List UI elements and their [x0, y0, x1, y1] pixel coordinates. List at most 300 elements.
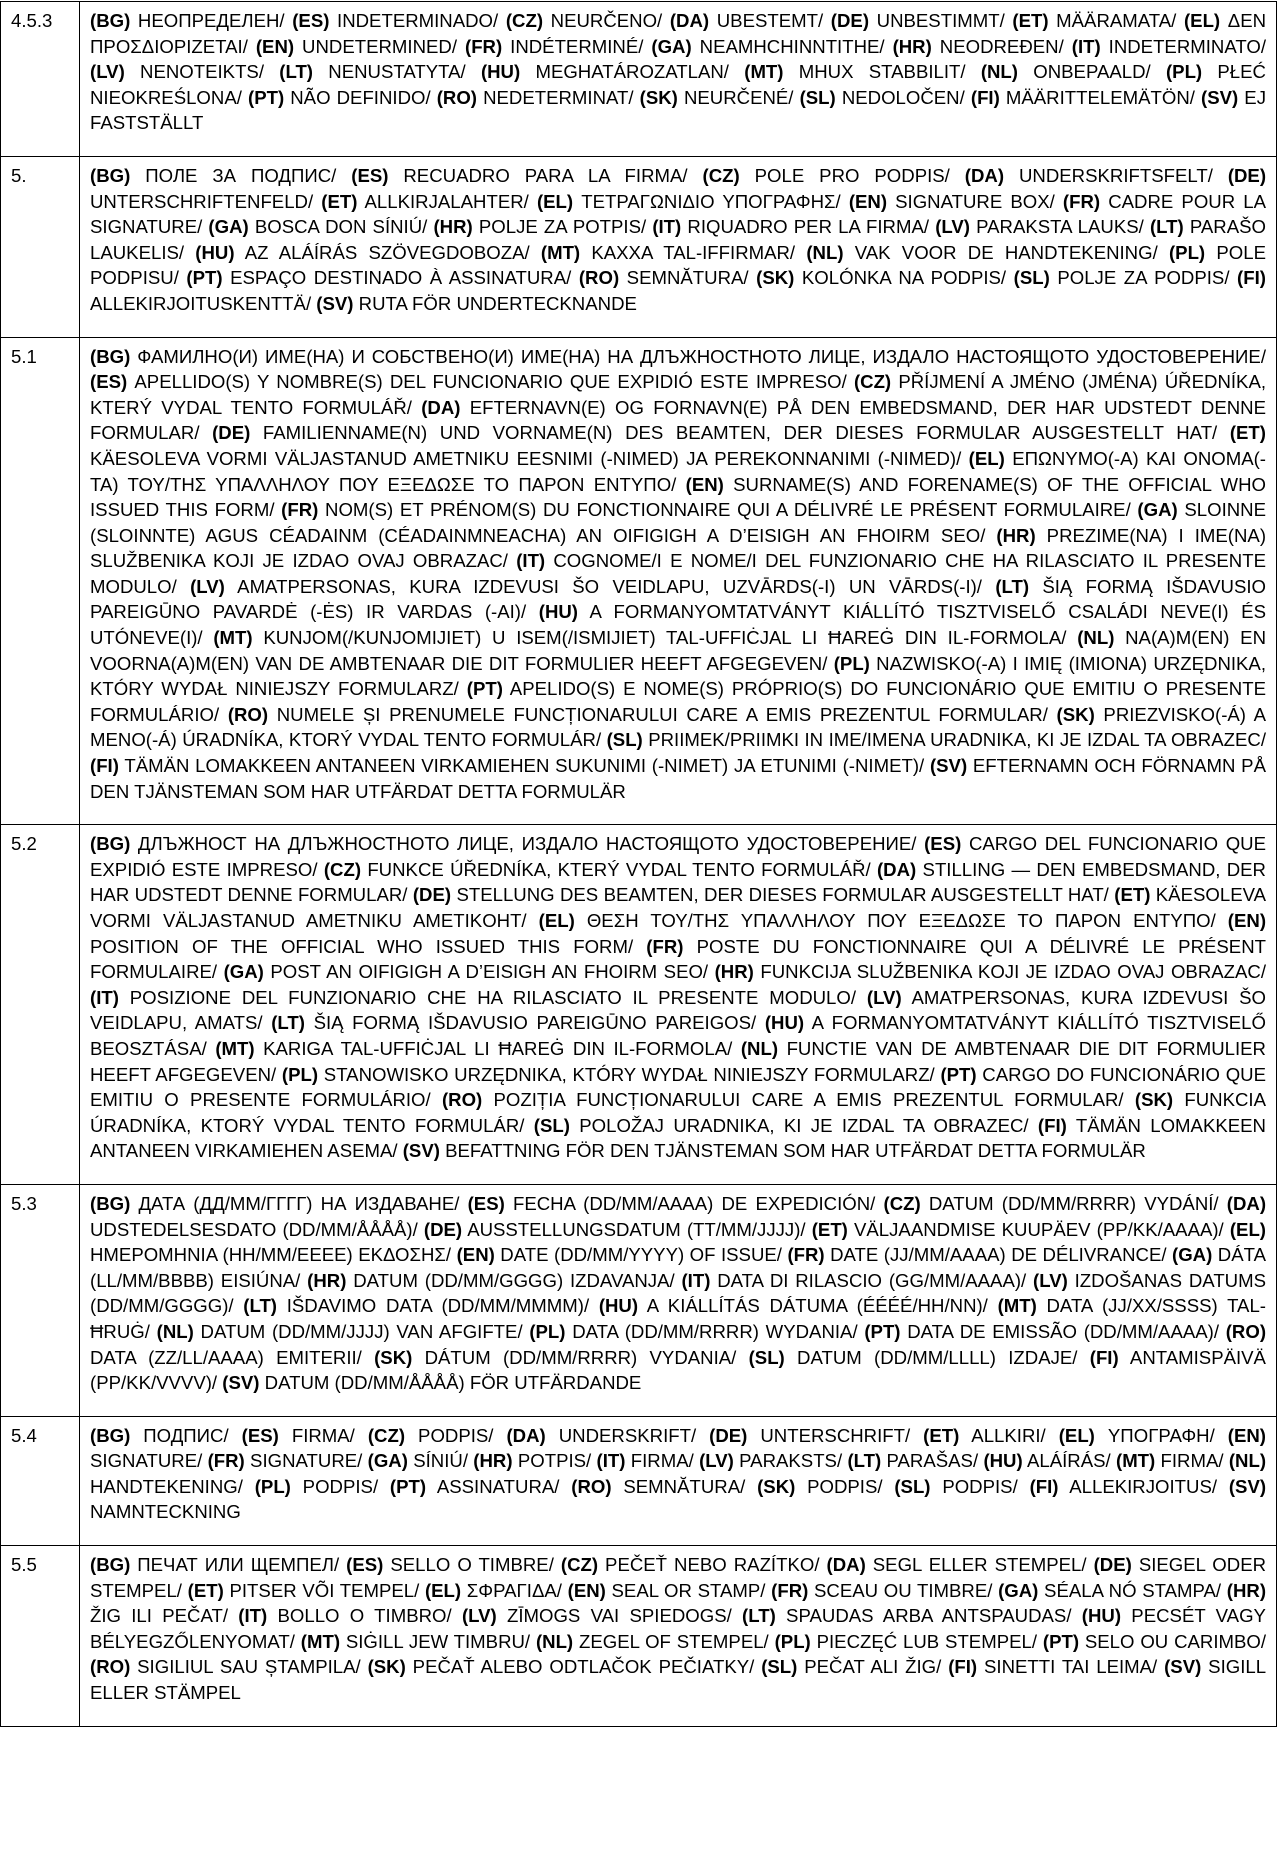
language-code: (GA): [1137, 499, 1178, 521]
language-code: (BG): [90, 1424, 131, 1446]
translation-text: SIEGEL ODER STEMPEL/: [90, 1554, 1267, 1601]
translation-text: DATA (JJ/XX/SSSS) TAL-ĦRUĠ/: [90, 1295, 1266, 1342]
language-code: (SV): [402, 1140, 440, 1162]
language-code: (MT): [1116, 1450, 1156, 1472]
translation-entry: [529, 1321, 857, 1342]
translation-text: PEČEŤ NEBO RAZÍTKO/: [598, 1554, 820, 1576]
language-code: (RO): [578, 267, 620, 289]
translation-text: NEAMHCHINNTITHE/: [691, 35, 885, 57]
language-code: (FI): [970, 86, 1000, 108]
translation-text: PREZIME(NA) I IME(NA) SLUŽBENIKA KOJI JE IZDAO OVAJ OBRAZAC/: [90, 524, 1267, 572]
translation-text: POSIZIONE DEL FUNZIONARIO CHE HA RILASCIATO IL PRESENTE MODULO/: [118, 986, 857, 1008]
language-code: (CZ): [853, 371, 892, 393]
translation-text: IZDOŠANAS DATUMS (DD/MM/GGGG)/: [90, 1269, 1267, 1317]
language-code: (FR): [465, 35, 503, 57]
translation-text: PRIEZVISKO(-Á) A MENO(-Á) ÚRADNÍKA, KTORÝ VYDAL TENTO FORMULÁR/: [90, 703, 1267, 751]
translation-entry: [90, 165, 336, 186]
translation-entry: [541, 242, 795, 263]
language-code: (LV): [190, 575, 225, 597]
language-code: (PT): [389, 1475, 427, 1497]
language-code: (SL): [606, 729, 643, 751]
table-row: [1, 2, 1277, 157]
translation-entry: [757, 1476, 882, 1497]
translation-entry: [651, 36, 884, 57]
translation-entry: [90, 1425, 229, 1446]
translation-text: DATUM (DD/MM/GGGG) IZDAVANJA/: [346, 1269, 675, 1291]
translation-text: PODPIS/: [930, 1475, 1018, 1497]
translation-entry: [742, 1605, 1071, 1626]
translation-text: POZIȚIA FUNCȚIONARULUI CARE A EMIS PREZENTUL FORMULAR/: [482, 1089, 1124, 1111]
language-code: (ET): [321, 190, 358, 212]
language-code: (SV): [1201, 86, 1239, 108]
translation-text: ΥΠΟΓΡΑΦΗ/: [1094, 1424, 1215, 1446]
translation-entry: [536, 1631, 769, 1652]
translation-text: ДАТА (ДД/ММ/ГГГГ) НА ИЗДАВАНЕ/: [130, 1192, 460, 1214]
translation-text: SURNAME(S) AND FORENAME(S) OF THE OFFICIAL WHO ISSUED THIS FORM/: [90, 473, 1266, 521]
language-code: (SL): [748, 1346, 785, 1368]
translation-text: DATA DI RILASCIO (GG/MM/AAAA)/: [710, 1269, 1027, 1291]
language-code: (SL): [894, 1475, 931, 1497]
translation-text: BOLLO O TIMBRO/: [267, 1605, 452, 1627]
translation-entry: [186, 267, 571, 288]
translation-entry: [473, 1450, 591, 1471]
translation-text: ΔΕΝ ΠΡΟΣΔΙΟΡΙΖΕΤΑΙ/: [90, 10, 1267, 57]
language-code: (SV): [1228, 1475, 1267, 1497]
language-code: (ET): [1229, 422, 1266, 444]
translation-text: AMATPERSONAS, KURA IZDEVUSI ŠO VEIDLAPU, UZVĀRDS(-I) UN VĀRDS(-I)/: [224, 575, 982, 597]
language-code: (GA): [208, 216, 249, 238]
translation-entry: [212, 422, 1217, 443]
field-number: 5.5: [1, 1546, 80, 1727]
language-code: (LV): [461, 1605, 497, 1627]
language-code: (LV): [866, 986, 902, 1008]
translation-entry: [670, 10, 823, 31]
translation-text: NA(A)M(EN) EN VOORNA(A)M(EN) VAN DE AMBTENAAR DIE DIT FORMULIER HEEFT AFGEGEVEN/: [90, 627, 1267, 674]
language-code: (ES): [351, 164, 389, 186]
translation-text: DÁTUM (DD/MM/RRRR) VYDANIA/: [412, 1346, 737, 1368]
translation-text: DATA (ZZ/LL/AAAA) EMITERII/: [90, 1346, 362, 1368]
language-code: (PL): [529, 1320, 566, 1342]
translation-text: PARAKSTS/: [733, 1450, 843, 1472]
field-label-translations: [80, 1416, 1277, 1545]
language-code: (LV): [90, 61, 125, 83]
translation-entry: [864, 1321, 1219, 1342]
translation-text: NEODREĐEN/: [931, 35, 1064, 57]
translation-text: ПОЛЕ ЗА ПОДПИС/: [130, 164, 337, 186]
translation-text: TÄMÄN LOMAKKEEN ANTANEEN VIRKAMIEHEN ASEMA/: [90, 1114, 1266, 1162]
language-code: (EL): [1183, 10, 1221, 31]
language-code: (EN): [456, 1244, 495, 1266]
language-code: (DE): [1093, 1554, 1132, 1576]
translation-text: FUNCTIE VAN DE AMBTENAAR DIE DIT FORMULIER HEEFT AFGEGEVEN/: [90, 1037, 1266, 1085]
translation-text: HANDTEKENING/: [90, 1475, 243, 1497]
translation-entry: [90, 1656, 361, 1677]
language-code: (NL): [980, 61, 1018, 83]
table-row: [1, 337, 1277, 825]
translation-text: FUNKCE ÚŘEDNÍKA, KTERÝ VYDAL TENTO FORMULÁŘ/: [361, 858, 871, 880]
field-number: 5.: [1, 156, 80, 337]
translation-text: ŠIĄ FORMĄ IŠDAVUSIO PAREIGŪNO PAREIGOS/: [304, 1012, 757, 1034]
translation-text: PARAŠAS/: [881, 1450, 979, 1472]
language-code: (HR): [307, 1269, 347, 1291]
translation-text: ΣΦΡΑΓΙΔΑ/: [461, 1579, 562, 1601]
language-code: (FR): [1062, 190, 1101, 212]
language-code: (ET): [1012, 10, 1049, 31]
translation-text: ΤΕΤΡΑΓΩΝΙΔΙΟ ΥΠΟΓΡΑΦΗΣ/: [573, 190, 841, 212]
translation-text: APELLIDO(S) Y NOMBRE(S) DEL FUNCIONARIO QUE EXPIDIÓ ESTE IMPRESO/: [127, 371, 847, 393]
language-code: (ET): [1114, 884, 1151, 906]
translation-text: ALÁÍRÁS/: [1022, 1450, 1111, 1472]
table-row: [1, 156, 1277, 337]
translation-text: INDÉTERMINÉ/: [502, 35, 644, 57]
language-code: (RO): [90, 1656, 131, 1678]
language-code: (EL): [538, 910, 575, 931]
translation-text: ASSINATURA/: [426, 1475, 560, 1497]
translation-entry: [537, 191, 841, 212]
language-code: (BG): [90, 10, 131, 31]
language-code: (NL): [1228, 1450, 1267, 1472]
language-code: (SL): [533, 1114, 570, 1136]
translation-text: PEČAŤ ALEBO ODTLAČOK PEČIATKY/: [405, 1656, 755, 1678]
translation-text: EFTERNAMN OCH FÖRNAMN PÅ DEN TJÄNSTEMAN SOM HAR UTFÄRDAT DETTA FORMULÄR: [90, 755, 1266, 802]
language-code: (EN): [1227, 910, 1267, 931]
translation-text: DATE (DD/MM/YYYY) OF ISSUE/: [494, 1244, 782, 1266]
language-code: (PT): [940, 1063, 977, 1085]
language-code: (ET): [187, 1579, 224, 1601]
language-code: (FR): [771, 1579, 809, 1601]
translation-entry: [256, 36, 457, 57]
translation-entry: [534, 1115, 1029, 1136]
field-number: 4.5.3: [1, 2, 80, 157]
language-code: (EN): [1227, 1424, 1266, 1446]
translation-entry: [971, 87, 1195, 108]
translation-entry: [597, 1450, 694, 1471]
language-code: (LV): [935, 216, 970, 238]
language-code: (RO): [227, 703, 269, 725]
translation-text: BEFATTNING FÖR DEN TJÄNSTEMAN SOM HAR UTFÄRDAT DETTA FORMULÄR: [439, 1140, 1146, 1162]
translation-text: NUMELE ȘI PRENUMELE FUNCȚIONARULUI CARE A EMIS PREZENTUL FORMULAR/: [268, 703, 1048, 725]
translation-entry: [561, 1554, 820, 1575]
language-code: (GA): [223, 961, 264, 983]
translation-text: PARAKSTA LAUKS/: [969, 216, 1144, 238]
translation-text: POST AN OIFIGIGH A D’EISIGH AN FHOIRM SEO/: [263, 961, 709, 983]
translation-entry: [321, 191, 529, 212]
translation-entry: [242, 1425, 355, 1446]
translation-text: ALLEKIRJOITUSKENTTÄ/: [90, 292, 312, 314]
language-code: (DE): [709, 1424, 748, 1446]
translation-entry: [847, 1450, 978, 1471]
language-code: (GA): [651, 35, 692, 57]
translation-entry: [307, 1270, 675, 1291]
translation-text: INDETERMINADO/: [329, 10, 499, 31]
language-code: (MT): [540, 241, 581, 263]
translation-text: PŘÍJMENÍ A JMÉNO (JMÉNA) ÚŘEDNÍKA, KTERÝ VYDAL TENTO FORMULÁŘ/: [90, 371, 1267, 418]
translation-text: RIQUADRO PER LA FIRMA/: [681, 216, 930, 238]
field-label-translations: [80, 1184, 1277, 1416]
language-code: (NL): [156, 1320, 194, 1342]
field-label-translations: [80, 825, 1277, 1185]
translation-text: UNBESTIMMT/: [869, 10, 1005, 31]
language-code: (FR): [207, 1450, 245, 1472]
language-code: (LV): [699, 1450, 734, 1472]
language-code: (EL): [968, 447, 1005, 469]
translation-text: AMATPERSONAS, KURA IZDEVUSI ŠO VEIDLAPU, AMATS/: [90, 986, 1266, 1034]
translation-text: ZĪMOGS VAI SPIEDOGS/: [496, 1605, 732, 1627]
translation-entry: [812, 1219, 1224, 1240]
translation-text: MÄÄRITTELEMÄTÖN/: [999, 86, 1195, 108]
translation-entry: [935, 216, 1144, 237]
language-code: (IT): [516, 550, 546, 572]
language-code: (IT): [90, 986, 119, 1008]
translation-entry: [1116, 1450, 1224, 1471]
translation-text: FIRMA/: [1155, 1450, 1224, 1472]
language-code: (DA): [1226, 1192, 1267, 1214]
translation-entry: [90, 755, 924, 776]
translation-entry: [923, 1425, 1046, 1446]
language-code: (HR): [714, 961, 754, 983]
translation-entry: [215, 1038, 732, 1059]
language-code: (ES): [467, 1192, 505, 1214]
language-code: (NL): [740, 1037, 779, 1059]
translation-text: FUNKCIA ÚRADNÍKA, KTORÝ VYDAL TENTO FORMULÁR/: [90, 1089, 1267, 1136]
translation-entry: [568, 1580, 766, 1601]
language-code: (BG): [90, 345, 131, 367]
translation-entry: [744, 61, 965, 82]
translation-entry: [849, 191, 1055, 212]
translation-text: SIGILIUL SAU ȘTAMPILA/: [130, 1656, 361, 1678]
language-code: (EN): [685, 473, 724, 495]
table-row: [1, 1184, 1277, 1416]
translation-text: BOSCA DON SÍNIÚ/: [248, 216, 428, 238]
translation-entry: [806, 242, 1157, 263]
translation-text: SEMNĂTURA/: [611, 1475, 746, 1497]
language-code: (DA): [669, 10, 710, 31]
language-code: (HR): [892, 35, 932, 57]
translation-entry: [539, 910, 1216, 931]
translation-entry: [681, 1270, 1026, 1291]
translation-text: SIGILL ELLER STÄMPEL: [90, 1656, 1267, 1704]
translation-text: ALLKIRJALAHTER/: [357, 190, 529, 212]
translation-text: ΕΠΩΝΥΜΟ(-Α) ΚΑΙ ΟΝΟΜΑ(-ΤΑ) ΤΟΥ/ΤΗΣ ΥΠΑΛΛΗΛΟΥ ΠΟΥ ΕΞΕΔΩΣΕ ΤΟ ΠΑΡΟΝ ΕΝΤΥΠΟ/: [90, 447, 1267, 495]
translation-entry: [437, 87, 634, 108]
translation-text: UNDERSKRIFT/: [545, 1424, 697, 1446]
translation-text: EJ FASTSTÄLLT: [90, 86, 1267, 134]
translation-text: ПОДПИС/: [130, 1424, 229, 1446]
language-code: (ES): [241, 1424, 279, 1446]
translation-entry: [709, 1425, 910, 1446]
translation-entry: [213, 627, 1066, 648]
language-code: (PL): [281, 1063, 319, 1085]
translation-entry: [1043, 1631, 1266, 1652]
language-code: (ES): [90, 371, 128, 393]
language-code: (SK): [756, 267, 795, 289]
translation-text: COGNOME/I E NOME/I DEL FUNZIONARIO CHE HA RILASCIATO IL PRESENTE MODULO/: [90, 550, 1266, 597]
language-code: (HU): [764, 1012, 805, 1034]
translation-text: TÄMÄN LOMAKKEEN ANTANEEN VIRKAMIEHEN SUKUNIMI (-NIMET) JA ETUNIMI (-NIMET)/: [118, 755, 925, 777]
language-code: (SL): [799, 86, 836, 108]
translation-entry: [699, 1450, 842, 1471]
language-code: (DE): [1227, 164, 1267, 186]
language-code: (HR): [473, 1450, 513, 1472]
language-code: (BG): [90, 1192, 131, 1214]
language-code: (FR): [787, 1244, 825, 1266]
field-label-translations: [80, 2, 1277, 157]
language-code: (DE): [423, 1218, 463, 1240]
translation-text: NEURČENÉ/: [677, 86, 794, 108]
language-code: (CZ): [323, 858, 362, 880]
translation-text: SÉALA NÓ STAMPA/: [1038, 1579, 1222, 1601]
translation-text: PECSÉT VAGY BÉLYEGZŐLENYOMAT/: [90, 1605, 1266, 1652]
translation-text: PODPIS/: [405, 1424, 494, 1446]
language-code: (SV): [222, 1372, 260, 1394]
translation-entry: [279, 61, 465, 82]
translation-text: KARIGA TAL-UFFIĊJAL LI ĦAREĠ DIN IL-FORMOLA/: [254, 1037, 733, 1059]
form-field-table: [0, 1, 1277, 1727]
translation-entry: [90, 833, 916, 854]
translation-text: KUNJOM(/KUNJOMIJIET) U ISEM(/ISMIJIET) TAL-UFFIĊJAL LI ĦAREĠ DIN IL-FORMOLA/: [252, 627, 1067, 649]
translation-text: ΗΜΕΡΟΜΗΝΙΑ (ΗΗ/ΜΜ/ΕΕΕΕ) ΕΚΔΟΣΗΣ/: [90, 1244, 452, 1266]
translation-text: DATA (DD/MM/RRRR) WYDANIA/: [565, 1320, 858, 1342]
language-code: (DA): [506, 1424, 546, 1446]
translation-entry: [368, 1425, 494, 1446]
translation-text: ŠIĄ FORMĄ IŠDAVUSIO PAREIGŪNO PAVARDĖ (-ĖS) IR VARDAS (-AI)/: [90, 575, 1266, 623]
translation-entry: [1030, 1476, 1217, 1497]
translation-text: STELLUNG DES BEAMTEN, DER DIESES FORMULAR AUSGESTELLT HAT/: [451, 884, 1109, 906]
translation-entry: [243, 1295, 589, 1316]
field-number: 5.2: [1, 825, 80, 1185]
language-code: (IT): [596, 1450, 626, 1472]
translation-text: UDSTEDELSESDATO (DD/MM/ÅÅÅÅ)/: [90, 1218, 418, 1240]
translation-entry: [884, 1193, 1219, 1214]
language-code: (MT): [215, 1037, 255, 1059]
language-code: (LT): [847, 1450, 882, 1472]
language-code: (HU): [983, 1450, 1023, 1472]
translation-entry: [346, 1554, 554, 1575]
translation-text: SELLO O TIMBRE/: [383, 1554, 554, 1576]
translation-entry: [1014, 267, 1230, 288]
translation-text: ŽIG ILI PEČAT/: [90, 1605, 228, 1627]
language-code: (SK): [367, 1656, 406, 1678]
translation-text: PIECZĘĆ LUB STEMPEL/: [810, 1630, 1038, 1652]
field-number: 5.1: [1, 337, 80, 825]
language-code: (RO): [571, 1475, 612, 1497]
translation-entry: [893, 36, 1064, 57]
language-code: (EL): [1229, 1218, 1267, 1240]
translation-text: INDETERMINATO/: [1100, 35, 1267, 57]
language-code: (IT): [238, 1605, 268, 1627]
language-code: (SK): [374, 1346, 413, 1368]
translation-entry: [90, 1193, 459, 1214]
language-code: (HU): [538, 601, 578, 623]
translation-entry: [190, 576, 982, 597]
language-code: (FI): [1089, 1346, 1119, 1368]
translation-text: SIĠILL JEW TIMBRU/: [340, 1630, 531, 1652]
language-code: (BG): [90, 164, 131, 186]
table-body: [1, 2, 1277, 1727]
translation-text: FECHA (DD/MM/AAAA) DE EXPEDICIÓN/: [504, 1192, 876, 1214]
language-code: (SV): [316, 292, 354, 314]
translation-entry: [157, 1321, 523, 1342]
translation-text: PEČAT ALI ŽIG/: [797, 1656, 942, 1678]
translation-entry: [403, 1140, 1146, 1161]
translation-text: UNDERSKRIFTSFELT/: [1004, 164, 1213, 186]
translation-text: NEDOLOČEN/: [835, 86, 965, 108]
translation-text: NENOTEIKTS/: [124, 61, 265, 83]
language-code: (SV): [929, 755, 968, 777]
translation-entry: [281, 499, 1131, 520]
language-code: (HR): [1226, 1579, 1267, 1601]
language-code: (PT): [466, 678, 503, 700]
translation-text: SELO OU CARIMBO/: [1079, 1630, 1267, 1652]
translation-entry: [800, 87, 965, 108]
language-code: (HU): [480, 61, 521, 83]
translation-entry: [761, 1656, 941, 1677]
language-code: (HU): [1081, 1605, 1122, 1627]
translation-text: PARAŠO LAUKELIS/: [90, 216, 1266, 263]
language-code: (HR): [433, 216, 473, 238]
translation-entry: [222, 1372, 641, 1393]
translation-text: POTPIS/: [512, 1450, 592, 1472]
translation-entry: [756, 267, 1006, 288]
translation-text: DÁTA (LL/MM/BBBB) EISIÚNA/: [90, 1244, 1266, 1291]
translation-text: ONBEPAALD/: [1017, 61, 1151, 83]
translation-entry: [1012, 10, 1176, 31]
translation-entry: [224, 961, 709, 982]
translation-entry: [981, 61, 1151, 82]
translation-text: POSTE DU FONCTIONNAIRE QUI A DÉLIVRÉ LE PRÉSENT FORMULAIRE/: [90, 935, 1266, 983]
language-code: (MT): [300, 1630, 341, 1652]
language-code: (LT): [271, 1012, 305, 1034]
translation-text: PRIIMEK/PRIIMKI IN IME/IMENA URADNIKA, KI JE IZDAL TA OBRAZEC/: [642, 729, 1266, 751]
translation-text: NÃO DEFINIDO/: [284, 86, 431, 108]
translation-text: NEDETERMINAT/: [477, 86, 634, 108]
language-code: (MT): [213, 627, 253, 649]
language-code: (CZ): [883, 1192, 921, 1214]
language-code: (CZ): [560, 1554, 599, 1576]
translation-entry: [90, 371, 847, 392]
translation-text: ФАМИЛНО(И) ИМЕ(НА) И СОБСТВЕНО(И) ИМЕ(НА) НА ДЛЪЖНОСТНОТО ЛИЦЕ, ИЗДАЛО НАСТОЯЩОТО УДОСТОВЕРЕНИЕ/: [130, 345, 1266, 367]
translation-text: KAXXA TAL-IFFIRMAR/: [580, 241, 796, 263]
language-code: (FI): [90, 755, 119, 777]
language-code: (ES): [924, 833, 962, 855]
translation-text: DATA DE EMISSÃO (DD/MM/AAAA)/: [900, 1320, 1220, 1342]
translation-text: FIRMA/: [278, 1424, 355, 1446]
translation-entry: [771, 1580, 992, 1601]
table-row: [1, 1546, 1277, 1727]
translation-text: IŠDAVIMO DATA (DD/MM/MMMM)/: [277, 1295, 590, 1317]
language-code: (FR): [281, 499, 319, 521]
translation-entry: [465, 36, 643, 57]
language-code: (SK): [757, 1475, 796, 1497]
language-code: (FR): [646, 935, 684, 957]
language-code: (SK): [639, 86, 678, 108]
translation-entry: [208, 216, 427, 237]
translation-text: ПЕЧАТ ИЛИ ЩЕМПЕЛ/: [130, 1554, 340, 1576]
translation-text: DATE (JJ/MM/AAAA) DE DÉLIVRANCE/: [824, 1244, 1167, 1266]
translation-entry: [607, 729, 1266, 750]
translation-text: RECUADRO PARA LA FIRMA/: [388, 164, 688, 186]
translation-text: NAZWISKO(-A) I IMIĘ (IMIONA) URZĘDNIKA, KTÓRY WYDAŁ NINIEJSZY FORMULARZ/: [90, 652, 1267, 700]
translation-text: APELIDO(S) E NOME(S) PRÓPRIO(S) DO FUNCIONÁRIO QUE EMITIU O PRESENTE FORMULÁRIO/: [90, 678, 1266, 725]
translation-entry: [324, 859, 871, 880]
translation-text: ESPAÇO DESTINADO À ASSINATURA/: [222, 267, 572, 289]
translation-entry: [571, 1476, 745, 1497]
translation-entry: [998, 1580, 1221, 1601]
language-code: (LT): [742, 1605, 776, 1627]
translation-text: VÄLJAANDMISE KUUPÄEV (PP/KK/AAAA)/: [847, 1218, 1224, 1240]
language-code: (HU): [195, 241, 235, 263]
translation-text: SÍNIÚ/: [407, 1450, 468, 1472]
